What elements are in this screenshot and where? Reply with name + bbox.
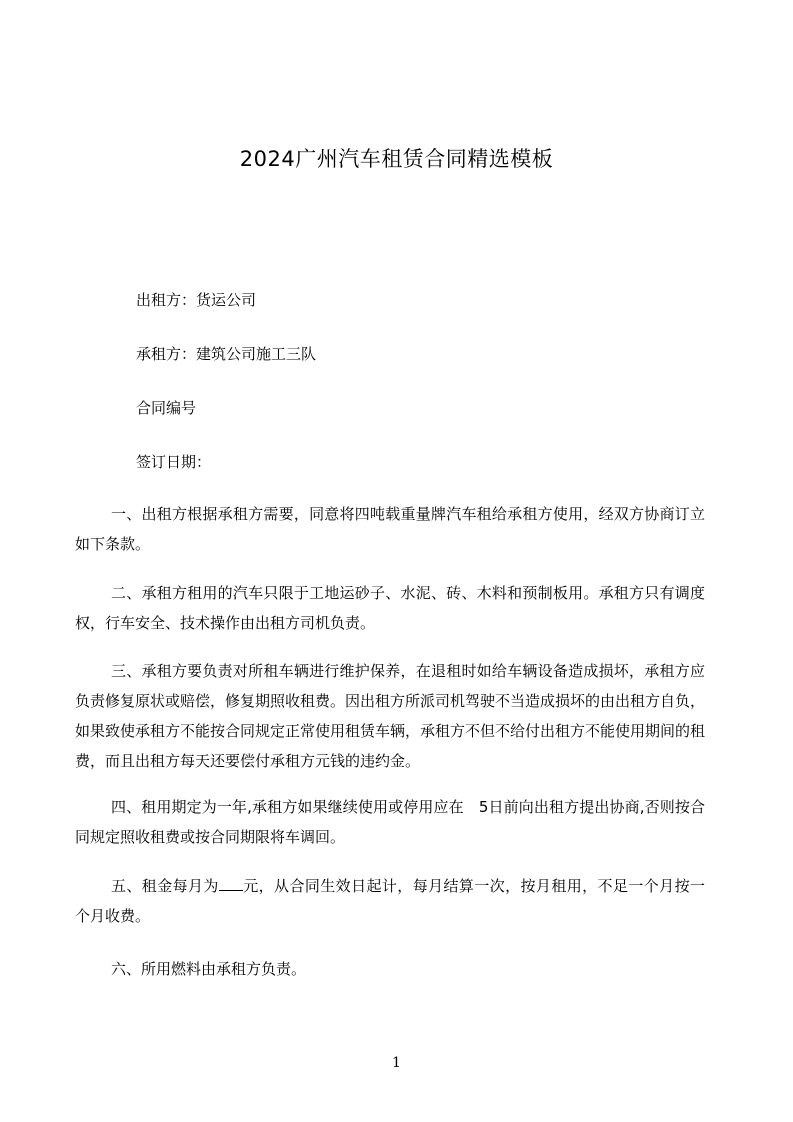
page-number: 1 bbox=[392, 1055, 401, 1071]
clause-6: 六、所用燃料由承租方负责。 bbox=[111, 960, 307, 978]
sign-date-field: 签订日期： bbox=[136, 453, 212, 471]
clause-1: 一、出租方根据承租方需要，同意将四吨载重量牌汽车租给承租方使用，经双方协商订立如下条款。 bbox=[75, 505, 705, 553]
clause-2: 二、承租方租用的汽车只限于工地运砂子、水泥、砖、木料和预制板用。承租方只有调度权，行车安全、技术操作由出租方司机负责。 bbox=[75, 584, 705, 632]
contract-number-field: 合同编号 bbox=[136, 399, 197, 417]
clause-5-start: 五、租金每月为 bbox=[111, 877, 219, 895]
clause-5 bbox=[75, 871, 705, 931]
document-title: 2024广州汽车租赁合同精选模板 bbox=[239, 147, 554, 171]
clause-4: 四、租用期定为一年,承租方如果继续使用或停用应在 5日前向出租方提出协商,否则按合同规定照收租费或按合同期限将车调回。 bbox=[75, 798, 705, 846]
clause-3: 三、承租方要负责对所租车辆进行维护保养，在退租时如给车辆设备造成损坏，承租方应负责修复原状或赔偿，修复期照收租费。因出租方所派司机驾驶不当造成损坏的由出租方自负，如果致使承租方不能按合同规定正常使用租赁车辆，承租方不但不给付出租方不能使用期间的租费，而且出租方每天还要偿付承租方元钱的违约金。 bbox=[75, 662, 706, 770]
clause-5-end: 元，从合同生效日起计，每月结算一次，按月租用，不足一个月按一个月收费。 bbox=[75, 877, 705, 925]
lessee-field: 承租方：建筑公司施工三队 bbox=[136, 345, 317, 363]
rent-amount-blank bbox=[219, 890, 243, 891]
lessor-field: 出租方：货运公司 bbox=[136, 291, 257, 309]
